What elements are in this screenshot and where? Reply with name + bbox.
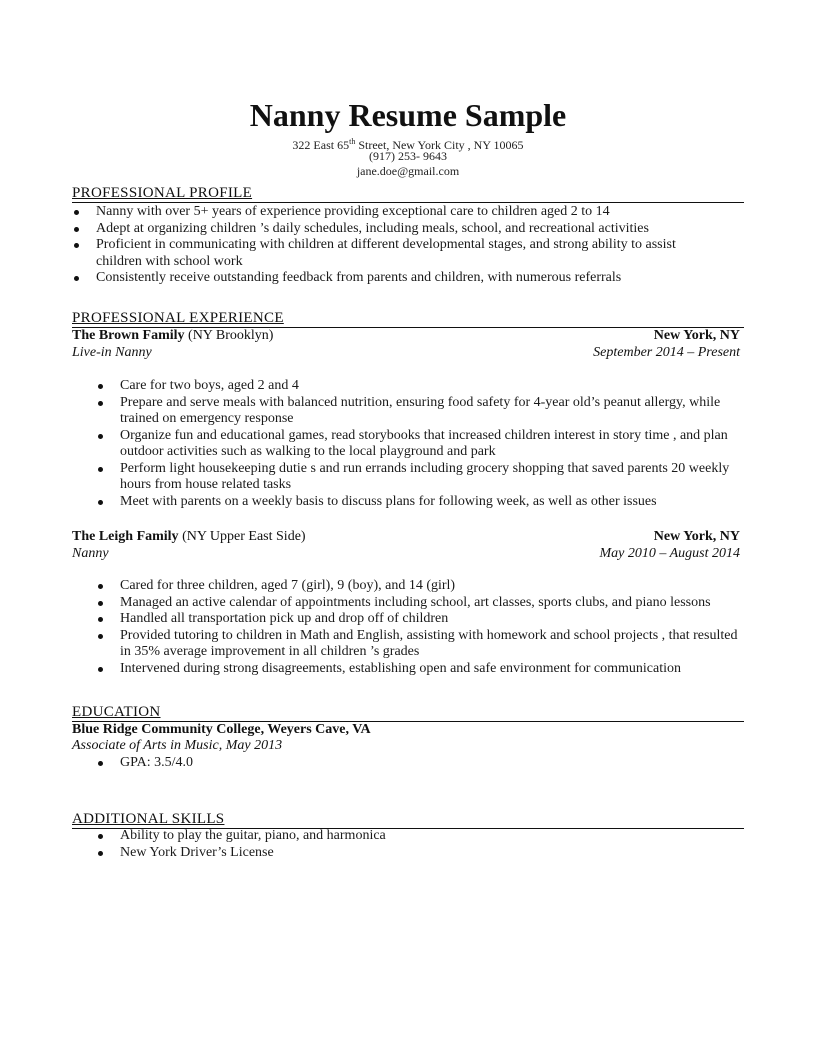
education-list [96, 755, 744, 772]
employer-area: (NY Brooklyn) [184, 328, 274, 343]
list-item: Handled all transportation pick up and drop off of children [96, 611, 744, 628]
job-dates: September 2014 – Present [593, 345, 740, 360]
bullet-icon [98, 434, 103, 439]
bullet-icon [98, 667, 103, 672]
bullet-icon [98, 617, 103, 622]
skills-list [96, 828, 744, 861]
bullet-icon [74, 210, 79, 215]
bullet-icon [74, 243, 79, 248]
list-item: Care for two boys, aged 2 and 4 [96, 378, 744, 395]
resume-title: Nanny Resume Sample [249, 97, 567, 133]
list-item: Prepare and serve meals with balanced nutrition, ensuring food safety for 4-year old’s peanut allergy, while trained on emergency response [96, 395, 744, 428]
bullet-icon [98, 851, 103, 856]
section-heading-skills: ADDITIONAL SKILLS [72, 810, 744, 829]
list-item: Ability to play the guitar, piano, and harmonica [96, 828, 744, 845]
email-line: jane.doe@gmail.com [356, 164, 460, 178]
list-item: Perform light housekeeping dutie s and run errands including grocery shopping that saved parents 20 weekly hours from house related tasks [96, 461, 744, 494]
list-item: Adept at organizing children ’s daily schedules, including meals, school, and recreational activities [72, 221, 712, 238]
bullet-icon [98, 834, 103, 839]
school-line [72, 721, 740, 738]
list-item: Proficient in communicating with children at different developmental stages, and strong ability to assist children with school work [72, 237, 712, 270]
section-heading-profile: PROFESSIONAL PROFILE [72, 184, 744, 203]
employer-name: The Brown Family [72, 328, 185, 343]
bullet-icon [98, 634, 103, 639]
degree-line [72, 737, 740, 754]
job-subheader [72, 545, 740, 562]
bullet-icon [98, 384, 103, 389]
job-duties-list [96, 578, 744, 677]
phone-line: (917) 253- 9643 [369, 149, 447, 163]
list-item: New York Driver’s License [96, 845, 744, 862]
job-role: Live-in Nanny [72, 345, 152, 360]
list-item: GPA: 3.5/4.0 [96, 755, 744, 772]
list-item: Nanny with over 5+ years of experience providing exceptional care to children aged 2 to 14 [72, 204, 712, 221]
degree: Associate of Arts in Music, May 2013 [72, 738, 283, 753]
school-name: Blue Ridge Community College, Weyers Cave, VA [72, 722, 371, 737]
profile-list [72, 204, 712, 287]
job-header [72, 327, 740, 344]
list-item: Consistently receive outstanding feedback from parents and children, with numerous referrals [72, 270, 712, 287]
list-item: Managed an active calendar of appointments including school, art classes, sports clubs, and piano lessons [96, 595, 744, 612]
job-location: New York, NY [653, 529, 740, 544]
list-item: Intervened during strong disagreements, establishing open and safe environment for communication [96, 661, 744, 678]
job-dates: May 2010 – August 2014 [599, 546, 740, 561]
job-role: Nanny [72, 546, 109, 561]
bullet-icon [98, 584, 103, 589]
employer-area: (NY Upper East Side) [178, 529, 306, 544]
employer-name: The Leigh Family [72, 529, 179, 544]
section-heading-experience: PROFESSIONAL EXPERIENCE [72, 309, 744, 328]
bullet-icon [98, 467, 103, 472]
bullet-icon [74, 227, 79, 232]
bullet-icon [98, 401, 103, 406]
section-heading-education: EDUCATION [72, 703, 744, 722]
list-item: Meet with parents on a weekly basis to discuss plans for following week, as well as other issues [96, 494, 744, 511]
job-subheader [72, 344, 740, 361]
bullet-icon [98, 500, 103, 505]
bullet-icon [98, 761, 103, 766]
list-item: Provided tutoring to children in Math and English, assisting with homework and school projects , that resulted in 35% average improvement in all children ’s grades [96, 628, 744, 661]
job-duties-list [96, 378, 744, 510]
job-location: New York, NY [653, 328, 740, 343]
address-line: 322 East 65th Street, New York City , NY 10065 [292, 137, 524, 152]
list-item: Organize fun and educational games, read storybooks that increased children interest in story time , and plan outdoor activities such as walking to the local playground and park [96, 428, 744, 461]
job-header [72, 528, 740, 545]
list-item: Cared for three children, aged 7 (girl), 9 (boy), and 14 (girl) [96, 578, 744, 595]
bullet-icon [98, 601, 103, 606]
bullet-icon [74, 276, 79, 281]
